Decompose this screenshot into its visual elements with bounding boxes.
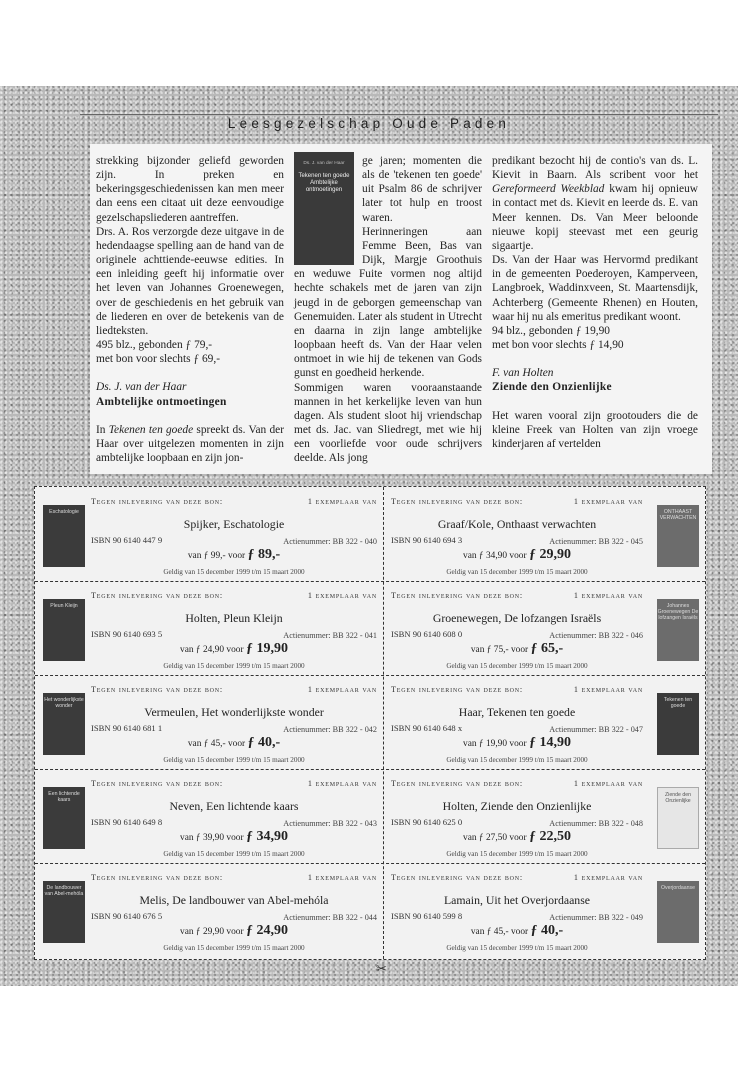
coupon-title: Groenewegen, De lofzangen Israëls bbox=[432, 611, 602, 625]
coupon-header-right: 1 exemplaar van bbox=[573, 873, 643, 882]
coupon-title: Holten, Ziende den Onzienlijke bbox=[442, 799, 592, 813]
coupon-old-price: van ƒ 27,50 bbox=[463, 833, 508, 843]
book-cover-image bbox=[294, 152, 354, 265]
scissors-icon: ✂ bbox=[376, 962, 387, 977]
cover-author: Ds. J. van der Haar bbox=[303, 161, 345, 166]
price-line: 495 blz., gebonden ƒ 79,- bbox=[96, 339, 213, 352]
coupon[interactable] bbox=[385, 487, 705, 581]
cover-title: Tekenen ten goede Ambtelijke ontmoetingen bbox=[298, 173, 350, 193]
book-author: Ds. J. van der Haar bbox=[96, 381, 187, 394]
coupon-validity: Geldig van 15 december 1999 t/m 15 maart 2000 bbox=[163, 850, 305, 858]
coupon-validity: Geldig van 15 december 1999 t/m 15 maart 2000 bbox=[163, 662, 305, 670]
coupon-validity: Geldig van 15 december 1999 t/m 15 maart 2000 bbox=[446, 756, 588, 764]
coupon-new-price: ƒ 40,- bbox=[530, 923, 564, 938]
book-cover-thumbnail: De landbouwer van Abel-mehóla bbox=[43, 881, 85, 943]
coupon-price-connector: voor bbox=[507, 551, 529, 561]
coupon-price bbox=[91, 641, 377, 657]
coupon-header-right: 1 exemplaar van bbox=[307, 497, 377, 506]
text: predikant bezocht hij de contio's van ds. L. Kievit in Baarn. Als scribent voor het bbox=[492, 155, 698, 182]
coupon-header-left: Tegen inlevering van deze bon: bbox=[391, 591, 524, 600]
coupon-price bbox=[91, 735, 377, 751]
paragraph bbox=[492, 154, 698, 253]
coupon-header-right: 1 exemplaar van bbox=[307, 779, 377, 788]
paragraph: Sommigen waren vooraanstaande mannen in het kerkelijke leven van hun dagen. Als student sloot hij vriendschap met ds. Jac. van Sliedregt, met wie hij een voorliefde voor oude schrijvers deelde. Als jong bbox=[294, 381, 482, 465]
article-column-2 bbox=[294, 154, 482, 465]
coupon-new-price: ƒ 29,90 bbox=[528, 547, 571, 562]
header-rule bbox=[80, 114, 718, 115]
coupon-action-number: Actienummer: BB 322 - 042 bbox=[283, 725, 377, 734]
coupon-old-price: van ƒ 99,- bbox=[187, 551, 226, 561]
book-cover-thumbnail: Overjordaanse bbox=[657, 881, 699, 943]
article-column-3 bbox=[492, 154, 698, 451]
text: kwam hij opnieuw in contact met ds. Kievit en leerde ds. E. van Meer kennen. Ds. Van Meer beloonde nieuwe kopij steevast met een geurig sigaartje. bbox=[492, 183, 698, 252]
coupon-header-right: 1 exemplaar van bbox=[307, 685, 377, 694]
coupon-header-right: 1 exemplaar van bbox=[573, 497, 643, 506]
coupon-isbn: ISBN 90 6140 599 8 bbox=[391, 911, 463, 921]
coupon[interactable] bbox=[385, 581, 705, 675]
coupon-validity: Geldig van 15 december 1999 t/m 15 maart 2000 bbox=[446, 662, 588, 670]
coupon-price-connector: voor bbox=[508, 927, 531, 937]
article-panel bbox=[90, 144, 712, 474]
coupon-price-connector: voor bbox=[507, 739, 529, 749]
coupon-new-price: ƒ 65,- bbox=[530, 641, 564, 656]
coupon-new-price: ƒ 24,90 bbox=[245, 923, 288, 938]
coupon-action-number: Actienummer: BB 322 - 045 bbox=[549, 537, 643, 546]
coupon-validity: Geldig van 15 december 1999 t/m 15 maart 2000 bbox=[163, 944, 305, 952]
coupon-action-number: Actienummer: BB 322 - 041 bbox=[283, 631, 377, 640]
book-cover-thumbnail: Het wonderlijkste wonder bbox=[43, 693, 85, 755]
coupon-header-left: Tegen inlevering van deze bon: bbox=[91, 685, 224, 694]
coupon-price bbox=[391, 641, 643, 657]
coupon-validity: Geldig van 15 december 1999 t/m 15 maart 2000 bbox=[446, 568, 588, 576]
price-line: met bon voor slechts ƒ 69,- bbox=[96, 353, 221, 366]
coupon-header-left: Tegen inlevering van deze bon: bbox=[91, 497, 224, 506]
coupon-title: Graaf/Kole, Onthaast verwachten bbox=[437, 517, 597, 531]
coupon-old-price: van ƒ 24,90 bbox=[180, 645, 225, 655]
coupon-old-price: van ƒ 39,90 bbox=[180, 833, 225, 843]
coupon-title: Spijker, Eschatologie bbox=[183, 517, 285, 531]
book-heading: Ambtelijke ontmoetingen bbox=[96, 395, 227, 408]
coupon-isbn: ISBN 90 6140 681 1 bbox=[91, 723, 163, 733]
coupon[interactable] bbox=[35, 863, 383, 957]
coupon-price-connector: voor bbox=[224, 927, 246, 937]
coupon[interactable] bbox=[385, 863, 705, 957]
coupon-title: Holten, Pleun Kleijn bbox=[185, 611, 283, 625]
coupon-price bbox=[391, 923, 643, 939]
coupon-price bbox=[391, 547, 643, 563]
coupon-title: Lamain, Uit het Overjordaanse bbox=[443, 893, 591, 907]
coupon-isbn: ISBN 90 6140 447 9 bbox=[91, 535, 163, 545]
coupon-old-price: van ƒ 45,- bbox=[187, 739, 226, 749]
coupon-isbn: ISBN 90 6140 694 3 bbox=[391, 535, 463, 545]
coupon-title: Melis, De landbouwer van Abel-mehóla bbox=[139, 893, 329, 907]
price-line: 94 blz., gebonden ƒ 19,90 bbox=[492, 324, 610, 337]
coupon-price-connector: voor bbox=[225, 739, 248, 749]
book-title-inline: Tekenen ten goede bbox=[108, 423, 194, 436]
coupon-header-left: Tegen inlevering van deze bon: bbox=[391, 497, 524, 506]
paragraph: ge jaren; momenten die als de 'tekenen ten goede' uit Psalm 86 de schrijver later tot hulp en troost waren. bbox=[362, 155, 482, 224]
paragraph: strekking bijzonder geliefd geworden zijn. In preken en bekeringsgeschiedenissen kan men meer dan eens een citaat uit deze eenvoudige gezelschapsliederen aantreffen. bbox=[96, 155, 284, 224]
text: spreekt ds. Van der Haar over uitgelezen momenten in zijn ambtelijke loopbaan en zijn jon- bbox=[96, 423, 284, 464]
coupon[interactable] bbox=[385, 769, 705, 863]
coupon-price bbox=[91, 547, 377, 563]
book-cover-thumbnail: Tekenen ten goede bbox=[657, 693, 699, 755]
coupon[interactable] bbox=[35, 675, 383, 769]
coupon-title: Neven, Een lichtende kaars bbox=[169, 799, 299, 813]
book-cover-thumbnail: Pleun Kleijn bbox=[43, 599, 85, 661]
coupon-price bbox=[391, 735, 643, 751]
coupon-isbn: ISBN 90 6140 693 5 bbox=[91, 629, 163, 639]
book-cover-thumbnail: Een lichtende kaars bbox=[43, 787, 85, 849]
coupon-price bbox=[91, 923, 377, 939]
coupon-validity: Geldig van 15 december 1999 t/m 15 maart 2000 bbox=[163, 568, 305, 576]
coupon-header-left: Tegen inlevering van deze bon: bbox=[91, 591, 224, 600]
coupon-isbn: ISBN 90 6140 649 8 bbox=[91, 817, 163, 827]
coupon-old-price: van ƒ 75,- bbox=[470, 645, 509, 655]
coupon-action-number: Actienummer: BB 322 - 046 bbox=[549, 631, 643, 640]
coupon-header-left: Tegen inlevering van deze bon: bbox=[391, 873, 524, 882]
coupon-action-number: Actienummer: BB 322 - 049 bbox=[549, 913, 643, 922]
coupon-validity: Geldig van 15 december 1999 t/m 15 maart 2000 bbox=[163, 756, 305, 764]
coupon-new-price: ƒ 22,50 bbox=[528, 829, 571, 844]
coupon-isbn: ISBN 90 6140 625 0 bbox=[391, 817, 463, 827]
coupon-old-price: van ƒ 34,90 bbox=[463, 551, 508, 561]
coupon-action-number: Actienummer: BB 322 - 040 bbox=[283, 537, 377, 546]
price-line: met bon voor slechts ƒ 14,90 bbox=[492, 339, 624, 352]
paragraph: Drs. A. Ros verzorgde deze uitgave in de hedendaagse spelling aan de hand van de originele achttiende-eeuwse edities. In een inleiding geeft hij informatie over het leven van Johannes Groenewegen, over de geschiedenis en het gebruik van de liederen en over de betekenis van de liedteksten. bbox=[96, 225, 284, 337]
book-cover-thumbnail: Ziende den Onzienlijke bbox=[657, 787, 699, 849]
coupon-price-connector: voor bbox=[224, 645, 246, 655]
coupon-header-left: Tegen inlevering van deze bon: bbox=[91, 779, 224, 788]
coupon[interactable] bbox=[35, 487, 383, 581]
book-heading: Ziende den Onzienlijke bbox=[492, 381, 612, 394]
coupon-new-price: ƒ 40,- bbox=[247, 735, 281, 750]
coupon-isbn: ISBN 90 6140 608 0 bbox=[391, 629, 463, 639]
coupon-title: Haar, Tekenen ten goede bbox=[458, 705, 576, 719]
coupon-new-price: ƒ 19,90 bbox=[245, 641, 288, 656]
magazine-title-inline: Gereformeerd Weekblad bbox=[492, 183, 605, 196]
article-column-1 bbox=[96, 154, 284, 465]
coupon-header-right: 1 exemplaar van bbox=[573, 779, 643, 788]
paragraph bbox=[96, 423, 284, 465]
coupon-price-connector: voor bbox=[507, 833, 529, 843]
coupon-header-left: Tegen inlevering van deze bon: bbox=[391, 685, 524, 694]
book-cover-thumbnail: ONTHAAST VERWACHTEN bbox=[657, 505, 699, 567]
coupon-price-connector: voor bbox=[224, 833, 246, 843]
coupon-validity: Geldig van 15 december 1999 t/m 15 maart 2000 bbox=[446, 944, 588, 952]
coupon-old-price: van ƒ 45,- bbox=[470, 927, 509, 937]
coupon-old-price: van ƒ 19,90 bbox=[463, 739, 508, 749]
coupon-isbn: ISBN 90 6140 648 x bbox=[391, 723, 463, 733]
coupon[interactable] bbox=[35, 769, 383, 863]
coupon-isbn: ISBN 90 6140 676 5 bbox=[91, 911, 163, 921]
coupon-price bbox=[91, 829, 377, 845]
coupon-header-right: 1 exemplaar van bbox=[573, 685, 643, 694]
coupon-price-connector: voor bbox=[508, 645, 531, 655]
coupon-header-right: 1 exemplaar van bbox=[307, 591, 377, 600]
coupon-action-number: Actienummer: BB 322 - 044 bbox=[283, 913, 377, 922]
book-cover-thumbnail: Eschatologie bbox=[43, 505, 85, 567]
cut-line-vertical bbox=[383, 487, 384, 959]
coupon-action-number: Actienummer: BB 322 - 048 bbox=[549, 819, 643, 828]
coupon-new-price: ƒ 89,- bbox=[247, 547, 281, 562]
coupon-price bbox=[391, 829, 643, 845]
paragraph: Ds. Van der Haar was Hervormd predikant in de gemeenten Poederoyen, Kamperveen, Langbroek, Waddinxveen, St. Maartensdijk, Achterberg (Gemeente Rhenen) en Houten, waar hij nu als emeritus predikant woont. bbox=[492, 254, 698, 323]
coupon-sheet bbox=[34, 486, 706, 960]
coupon-header-right: 1 exemplaar van bbox=[573, 591, 643, 600]
paragraph: Het waren vooral zijn grootouders die de kleine Freek van Holten van zijn vroege kinderjaren af vertelden bbox=[492, 409, 698, 450]
text: In bbox=[96, 423, 109, 436]
coupon[interactable] bbox=[35, 581, 383, 675]
coupon[interactable] bbox=[385, 675, 705, 769]
page-title: Leesgezelschap Oude Paden bbox=[227, 116, 511, 131]
coupon-action-number: Actienummer: BB 322 - 047 bbox=[549, 725, 643, 734]
coupon-old-price: van ƒ 29,90 bbox=[180, 927, 225, 937]
coupon-header-left: Tegen inlevering van deze bon: bbox=[91, 873, 224, 882]
paragraph: Herinneringen aan Femme Been, Bas van Dijk, Margje Groothuis en weduwe Fuite vormen nog altijd hechte schakels met de jaren van zijn jeugd in de geborgen gemeenschap van Genemuiden. Later als student in Utrecht en daarna in zijn lange ambtelijke loopbaan heeft ds. Van der Haar velen ontmoet in wie hij de tekenen van Gods gunst en goedheid herkende. bbox=[294, 225, 482, 380]
coupon-action-number: Actienummer: BB 322 - 043 bbox=[283, 819, 377, 828]
coupon-validity: Geldig van 15 december 1999 t/m 15 maart 2000 bbox=[446, 850, 588, 858]
coupon-new-price: ƒ 14,90 bbox=[528, 735, 571, 750]
book-cover-thumbnail: Johannes Groenewegen De lofzangen Israëls bbox=[657, 599, 699, 661]
coupon-title: Vermeulen, Het wonderlijkste wonder bbox=[144, 705, 324, 719]
coupon-price-connector: voor bbox=[225, 551, 248, 561]
coupon-header-left: Tegen inlevering van deze bon: bbox=[391, 779, 524, 788]
coupon-new-price: ƒ 34,90 bbox=[245, 829, 288, 844]
coupon-header-right: 1 exemplaar van bbox=[307, 873, 377, 882]
book-author: F. van Holten bbox=[492, 367, 554, 380]
